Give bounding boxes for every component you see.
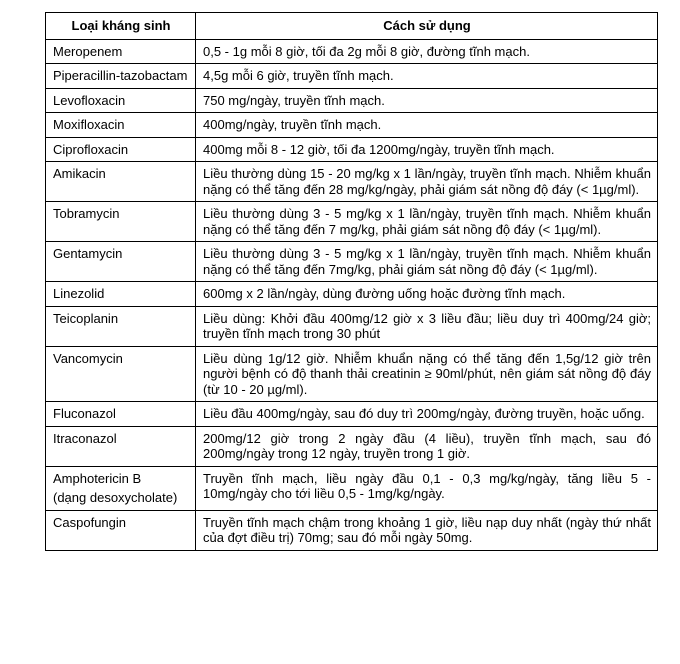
header-usage: Cách sử dụng <box>196 13 658 40</box>
drug-name: Amphotericin B <box>53 470 142 486</box>
drug-usage: 400mg mỗi 8 - 12 giờ, tối đa 1200mg/ngày, truyền tĩnh mạch. <box>196 137 658 162</box>
table-row <box>46 162 658 202</box>
drug-usage: 400mg/ngày, truyền tĩnh mạch. <box>196 113 658 138</box>
table-row <box>46 64 658 89</box>
drug-usage: 200mg/12 giờ trong 2 ngày đầu (4 liều), truyền tĩnh mạch, sau đó 200mg/ngày trong 12 ngày, truyền trong 1 giờ. <box>196 426 658 466</box>
header-drug: Loại kháng sinh <box>46 13 196 40</box>
drug-usage: 750 mg/ngày, truyền tĩnh mạch. <box>196 88 658 113</box>
drug-name: Caspofungin <box>46 510 196 550</box>
table-row <box>46 39 658 64</box>
drug-name: Tobramycin <box>46 202 196 242</box>
table-row <box>46 88 658 113</box>
drug-name: Linezolid <box>46 282 196 307</box>
table-row <box>46 306 658 346</box>
drug-name: Moxifloxacin <box>46 113 196 138</box>
table-row <box>46 402 658 427</box>
antibiotic-dosage-table <box>45 12 658 551</box>
table-row <box>46 137 658 162</box>
drug-name-cell <box>46 466 196 510</box>
table-row <box>46 346 658 402</box>
table-row <box>46 242 658 282</box>
drug-usage: Liều thường dùng 3 - 5 mg/kg x 1 lần/ngày, truyền tĩnh mạch. Nhiễm khuẩn nặng có thể tăng đến 7 mg/kg, phải giám sát nồng độ đáy (< 1µg/ml). <box>196 202 658 242</box>
drug-usage: Liều thường dùng 15 - 20 mg/kg x 1 lần/ngày, truyền tĩnh mạch. Nhiễm khuẩn nặng có thể tăng đến 28 mg/kg/ngày, phải giám sát nồng độ đáy (< 1µg/ml). <box>196 162 658 202</box>
drug-usage: Truyền tĩnh mạch chậm trong khoảng 1 giờ, liều nạp duy nhất (ngày thứ nhất của đợt điều trị) 70mg; sau đó mỗi ngày 50mg. <box>196 510 658 550</box>
drug-usage: 600mg x 2 lần/ngày, dùng đường uống hoặc đường tĩnh mạch. <box>196 282 658 307</box>
drug-name: Teicoplanin <box>46 306 196 346</box>
drug-name: Ciprofloxacin <box>46 137 196 162</box>
table-row <box>46 202 658 242</box>
drug-name: Itraconazol <box>46 426 196 466</box>
drug-usage: Liều đầu 400mg/ngày, sau đó duy trì 200mg/ngày, đường truyền, hoặc uống. <box>196 402 658 427</box>
drug-name: Piperacillin-tazobactam <box>46 64 196 89</box>
table-row <box>46 113 658 138</box>
drug-usage: Liều dùng: Khởi đầu 400mg/12 giờ x 3 liều đầu; liều duy trì 400mg/24 giờ; truyền tĩnh mạch trong 30 phút <box>196 306 658 346</box>
drug-usage: Truyền tĩnh mạch, liều ngày đầu 0,1 - 0,3 mg/kg/ngày, tăng liều 5 - 10mg/ngày cho tới liều 0,5 - 1mg/kg/ngày. <box>196 466 658 510</box>
table-row <box>46 466 658 510</box>
drug-usage: Liều thường dùng 3 - 5 mg/kg x 1 lần/ngày, truyền tĩnh mạch. Nhiễm khuẩn nặng có thể tăng đến 7mg/kg, phải giám sát nồng độ đáy (< 1µg/ml). <box>196 242 658 282</box>
drug-name: Levofloxacin <box>46 88 196 113</box>
drug-name: Gentamycin <box>46 242 196 282</box>
table-row <box>46 510 658 550</box>
table-row <box>46 426 658 466</box>
drug-name: Fluconazol <box>46 402 196 427</box>
drug-name: Amikacin <box>46 162 196 202</box>
drug-usage: Liều dùng 1g/12 giờ. Nhiễm khuẩn nặng có thể tăng đến 1,5g/12 giờ trên người bệnh có độ thanh thải creatinin ≥ 90ml/phút, nên giám sát nồng độ đáy (từ 10 - 20 µg/ml). <box>196 346 658 402</box>
table-header-row <box>46 13 658 40</box>
drug-name: Vancomycin <box>46 346 196 402</box>
drug-usage: 0,5 - 1g mỗi 8 giờ, tối đa 2g mỗi 8 giờ, đường tĩnh mạch. <box>196 39 658 64</box>
drug-usage: 4,5g mỗi 6 giờ, truyền tĩnh mạch. <box>196 64 658 89</box>
table-row <box>46 282 658 307</box>
drug-name: Meropenem <box>46 39 196 64</box>
drug-note: (dạng desoxycholate) <box>53 490 178 505</box>
